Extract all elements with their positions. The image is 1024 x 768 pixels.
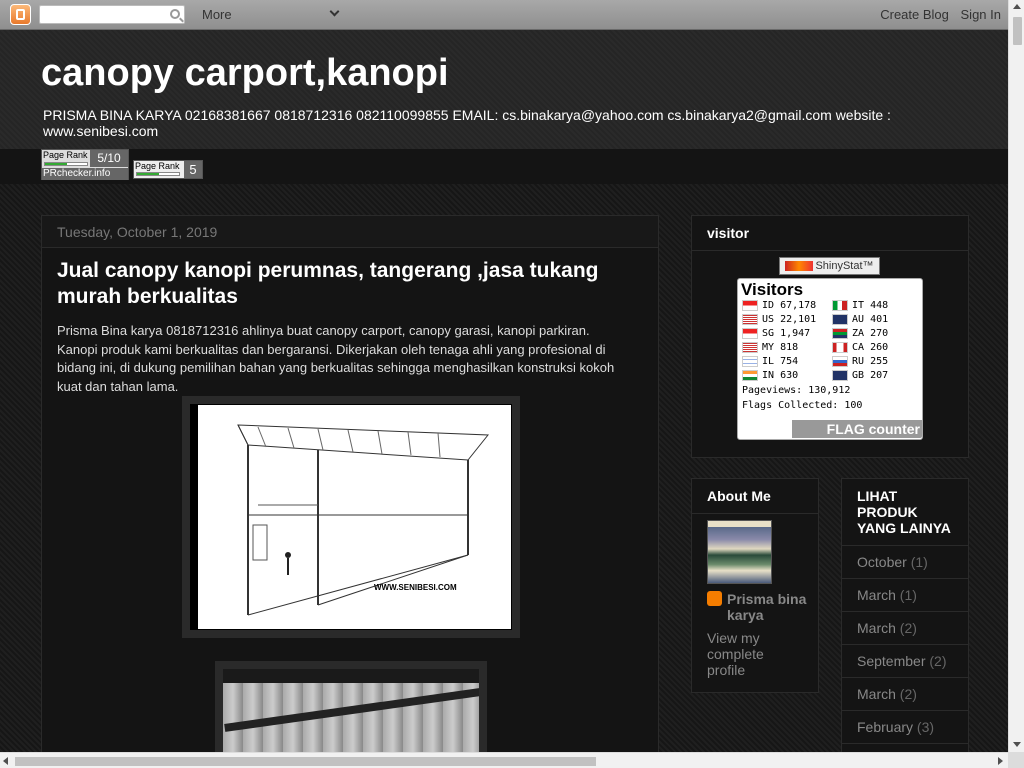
flag-count: 207 [870,370,889,381]
archive-month: March [857,587,896,603]
scroll-right-arrow-icon[interactable] [998,757,1003,765]
scroll-left-arrow-icon[interactable] [3,757,8,765]
pagerank-meter [44,162,88,166]
flag-code: CA [852,342,865,353]
flag-code: ZA [852,328,865,339]
flag-code: IL [762,356,775,367]
blogger-logo-icon[interactable] [10,4,31,25]
archive-item[interactable] [842,645,968,678]
archive-item[interactable] [842,546,968,579]
archive-item[interactable] [842,612,968,645]
vertical-scrollbar[interactable] [1008,0,1024,752]
south-africa-flag-icon [832,328,848,339]
archive-item[interactable] [842,678,968,711]
blogger-navbar [0,0,1008,30]
flag-counter-logo[interactable]: FLAG counter [792,420,922,438]
archive-count: (3) [916,719,935,735]
pagerank-label-small: Page Rank [135,161,180,171]
flag-row [742,313,816,327]
flag-count: 260 [870,342,889,353]
flag-row [832,313,888,327]
flag-code: IN [762,370,775,381]
archive-widget [841,478,969,768]
archive-month: March [857,686,896,702]
canopy-drawing-image[interactable] [190,404,512,630]
archive-month: October [857,554,907,570]
widget-title-visitor: visitor [692,216,968,251]
archive-month: February [857,719,914,735]
flag-row [742,327,810,341]
archive-count: (2) [899,686,917,702]
scrollbar-corner [1008,752,1024,768]
about-me-widget [691,478,819,693]
flag-count: 630 [780,370,799,381]
widget-title-archive: LIHAT PRODUK YANG LAINYA [842,479,968,546]
flag-row [742,341,798,355]
singapore-flag-icon [742,328,758,339]
post-image-frame [182,396,520,638]
flag-count: 401 [870,314,889,325]
main-column [41,215,659,768]
canada-flag-icon [832,342,848,353]
archive-item[interactable] [842,711,968,744]
archive-count: (2) [899,620,917,636]
blog-header [0,30,1008,149]
flag-code: ID [762,300,775,311]
israel-flag-icon [742,356,758,367]
flag-count: 255 [870,356,889,367]
chevron-down-icon[interactable] [330,7,340,17]
sign-in-link[interactable]: Sign In [960,7,1001,22]
horizontal-scrollbar[interactable] [0,752,1008,768]
flag-count: 67,178 [780,300,817,311]
flag-row [742,299,816,313]
more-dropdown[interactable]: More [202,7,232,22]
flag-counter-title: Visitors [741,280,804,299]
russia-flag-icon [832,356,848,367]
flag-count: 1,947 [780,328,811,339]
flag-code: GB [852,370,865,381]
archive-month: September [857,653,926,669]
flag-counter[interactable] [737,278,923,440]
horizontal-scroll-thumb[interactable] [15,757,596,766]
view-profile-link[interactable]: View my complete profile [707,630,764,678]
flag-code: AU [852,314,865,325]
archive-month: March [857,620,896,636]
blog-description: PRISMA BINA KARYA 02168381667 0818712316 082110099855 EMAIL: cs.binakarya@yahoo.com cs.binakarya2@gmail.com website : www.senibesi.com [43,107,891,139]
archive-item[interactable] [842,579,968,612]
blog-title[interactable]: canopy carport,kanopi [41,52,449,94]
profile-name-link[interactable] [707,591,807,623]
flag-code: RU [852,356,865,367]
post-date: Tuesday, October 1, 2019 [42,216,658,248]
pagerank-score-small: 5 [184,161,202,178]
flag-count: 22,101 [780,314,817,325]
flag-code: SG [762,328,775,339]
widget-title-about: About Me [692,479,818,514]
search-input[interactable] [43,7,163,24]
pagerank-meter-small [136,172,180,176]
prchecker-label: PRchecker.info [42,168,128,180]
profile-photo[interactable] [707,520,772,584]
scroll-down-arrow-icon[interactable] [1013,742,1021,747]
indonesia-flag-icon [742,300,758,311]
pagerank-badge-small[interactable] [133,160,203,179]
flags-collected: Flags Collected: 100 [742,400,863,411]
pagerank-badge[interactable] [41,149,129,180]
pagerank-score: 5/10 [90,150,128,167]
visitor-widget [691,215,969,458]
malaysia-flag-icon [742,342,758,353]
archive-count: (1) [899,587,917,603]
shinystat-label: ShinyStat™ [815,260,874,272]
flag-count: 448 [870,300,889,311]
flag-code: MY [762,342,775,353]
flag-row [832,327,888,341]
search-icon[interactable] [170,9,180,19]
flag-count: 754 [780,356,799,367]
flag-row [832,341,888,355]
pageviews-count: Pageviews: 130,912 [742,385,851,396]
flag-code: US [762,314,775,325]
flag-count: 270 [870,328,889,339]
vertical-scroll-thumb[interactable] [1013,17,1022,45]
search-box[interactable] [39,5,185,24]
post-title[interactable]: Jual canopy kanopi perumnas, tangerang ,jasa tukang murah berkualitas [57,259,599,308]
flag-row [742,355,798,369]
usa-flag-icon [742,314,758,325]
post-body: Prisma Bina karya 0818712316 ahlinya buat canopy carport, canopy garasi, kanopi parkiran. Kanopi produk kami berkualitas dan bergaransi. Dikerjakan oleh tenaga ahli yang profesional di bidang ini, di dukung pemilihan bahan yang berkualitas sehingga menghasilkan konstruksi kokoh kuat dan tahan lama. [57,323,615,394]
pagerank-bar [0,149,1008,184]
australia-flag-icon [832,314,848,325]
flag-row [742,369,798,383]
create-blog-link[interactable]: Create Blog [880,7,949,22]
flag-code: IT [852,300,865,311]
archive-count: (2) [929,653,947,669]
italy-flag-icon [832,300,848,311]
pagerank-label: Page Rank [43,150,88,160]
flag-row [832,355,888,369]
uk-flag-icon [832,370,848,381]
archive-count: (1) [910,554,928,570]
india-flag-icon [742,370,758,381]
scroll-up-arrow-icon[interactable] [1013,4,1021,9]
flag-row [832,299,888,313]
shinystat-badge[interactable] [779,257,880,275]
profile-name-text: Prisma bina karya [727,591,807,623]
flag-count: 818 [780,342,799,353]
blogger-profile-icon [707,591,722,606]
flag-row [832,369,888,383]
image-watermark: WWW.SENIBESI.COM [374,583,457,592]
